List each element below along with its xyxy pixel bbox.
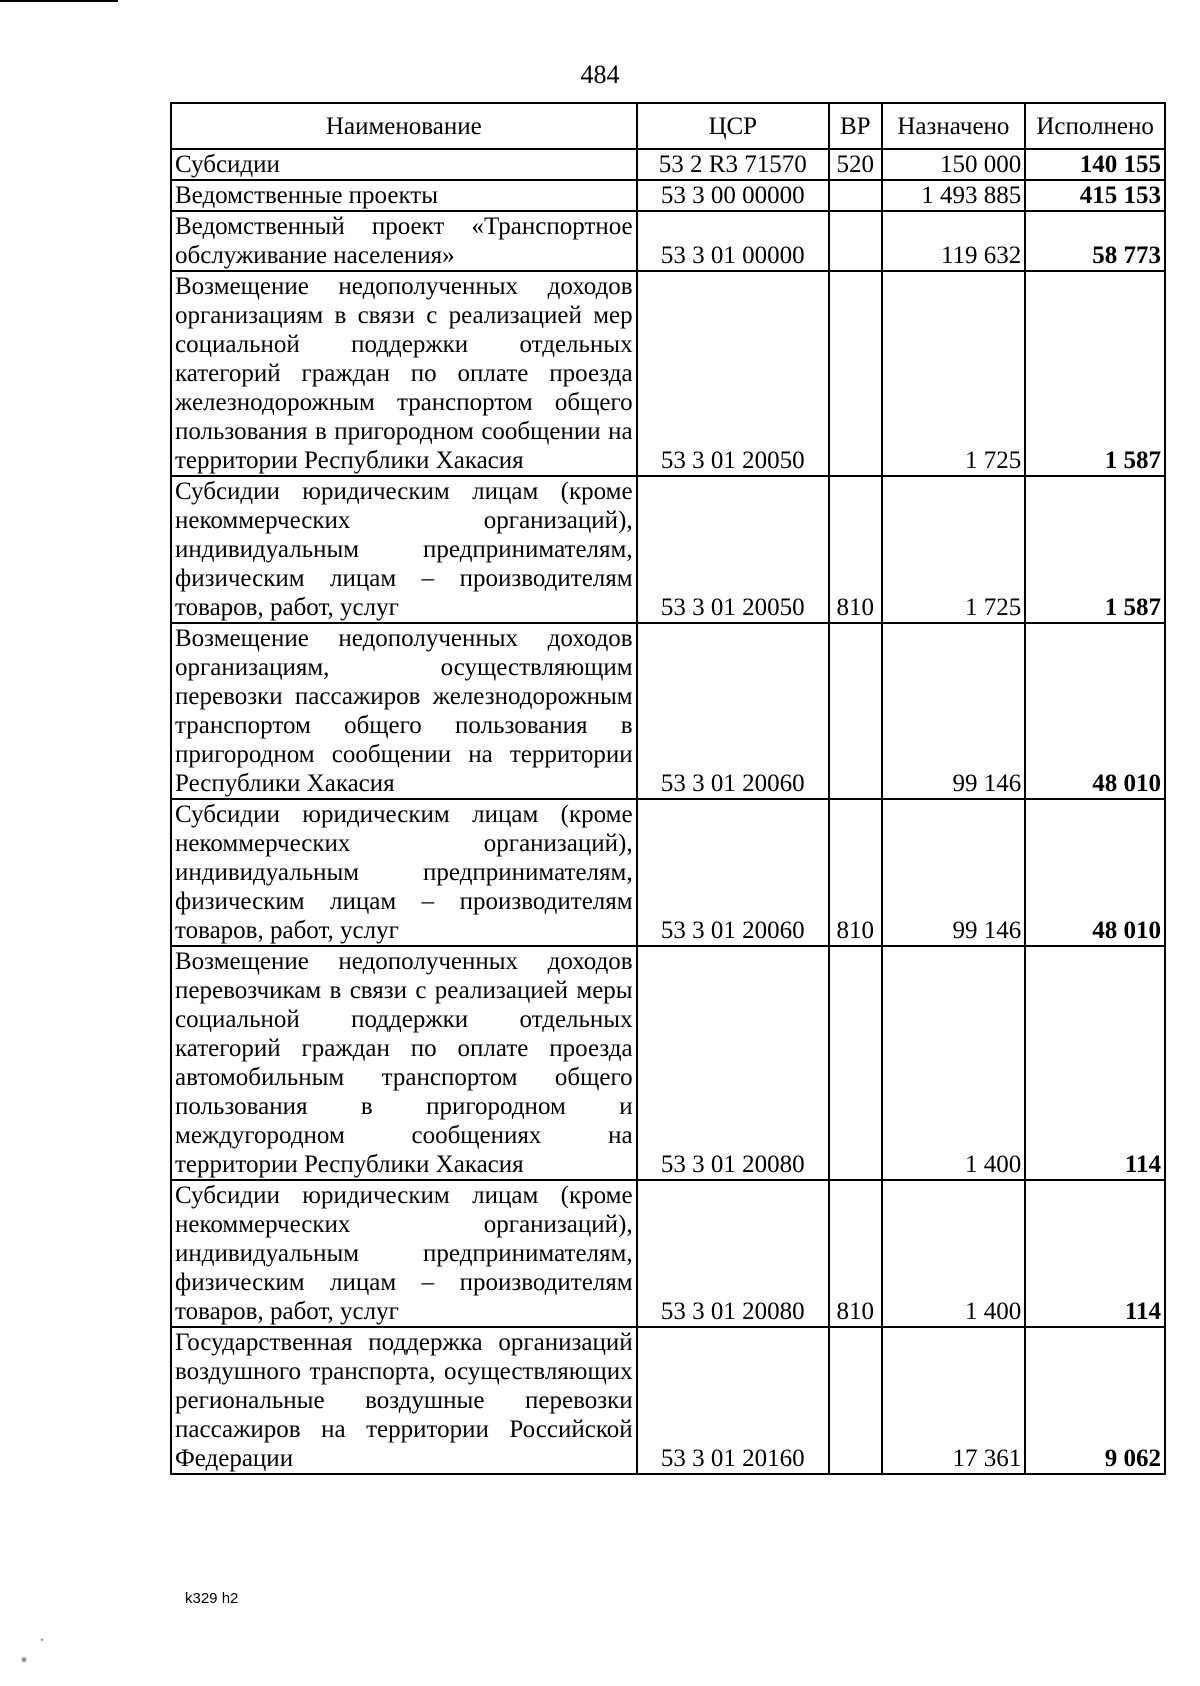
table-row bbox=[171, 211, 1165, 271]
cell-csr: 53 3 01 00000 bbox=[637, 211, 829, 271]
table-row bbox=[171, 1180, 1165, 1327]
cell-vr bbox=[829, 271, 882, 476]
cell-plan: 1 400 bbox=[882, 946, 1026, 1180]
cell-name: Субсидии юридическим лицам (кроме некоммерческих организаций), индивидуальным предпринимателям, физическим лицам – производителям товаров, работ, услуг bbox=[171, 799, 637, 946]
cell-done: 140 155 bbox=[1025, 149, 1165, 180]
header-done: Исполнено bbox=[1025, 103, 1165, 149]
cell-csr: 53 3 01 20080 bbox=[637, 946, 829, 1180]
cell-csr: 53 3 01 20160 bbox=[637, 1327, 829, 1474]
cell-plan: 17 361 bbox=[882, 1327, 1026, 1474]
cell-vr: 810 bbox=[829, 799, 882, 946]
cell-name: Возмещение недополученных доходов организациям в связи с реализацией мер социальной поддержки отдельных категорий граждан по оплате проезда железнодорожным транспортом общего пользования в пригородном сообщении на территории Республики Хакасия bbox=[171, 271, 637, 476]
cell-csr: 53 3 01 20080 bbox=[637, 1180, 829, 1327]
cell-csr: 53 3 01 20060 bbox=[637, 623, 829, 799]
cell-plan: 1 400 bbox=[882, 1180, 1026, 1327]
cell-vr bbox=[829, 211, 882, 271]
budget-table bbox=[170, 102, 1166, 1475]
cell-plan: 119 632 bbox=[882, 211, 1026, 271]
header-plan: Назначено bbox=[882, 103, 1026, 149]
table-row bbox=[171, 180, 1165, 211]
cell-csr: 53 3 01 20060 bbox=[637, 799, 829, 946]
table-row bbox=[171, 1327, 1165, 1474]
table-header-row bbox=[171, 103, 1165, 149]
table-row bbox=[171, 623, 1165, 799]
cell-csr: 53 3 00 00000 bbox=[637, 180, 829, 211]
cell-plan: 150 000 bbox=[882, 149, 1026, 180]
top-rule bbox=[0, 0, 118, 2]
cell-csr: 53 3 01 20050 bbox=[637, 476, 829, 623]
cell-name: Ведомственный проект «Транспортное обслуживание населения» bbox=[171, 211, 637, 271]
cell-done: 1 587 bbox=[1025, 476, 1165, 623]
cell-vr: 520 bbox=[829, 149, 882, 180]
footer-code: k329 h2 bbox=[185, 1590, 239, 1607]
cell-done: 114 bbox=[1025, 946, 1165, 1180]
header-csr: ЦСР bbox=[637, 103, 829, 149]
cell-plan: 1 725 bbox=[882, 476, 1026, 623]
cell-name: Субсидии bbox=[171, 149, 637, 180]
cell-plan: 99 146 bbox=[882, 623, 1026, 799]
cell-name: Ведомственные проекты bbox=[171, 180, 637, 211]
table-row bbox=[171, 946, 1165, 1180]
cell-csr: 53 2 R3 71570 bbox=[637, 149, 829, 180]
cell-name: Субсидии юридическим лицам (кроме некоммерческих организаций), индивидуальным предпринимателям, физическим лицам – производителям товаров, работ, услуг bbox=[171, 476, 637, 623]
cell-name: Субсидии юридическим лицам (кроме некоммерческих организаций), индивидуальным предпринимателям, физическим лицам – производителям товаров, работ, услуг bbox=[171, 1180, 637, 1327]
cell-name: Возмещение недополученных доходов организациям, осуществляющим перевозки пассажиров железнодорожным транспортом общего пользования в пригородном сообщении на территории Республики Хакасия bbox=[171, 623, 637, 799]
header-vr: ВР bbox=[829, 103, 882, 149]
cell-csr: 53 3 01 20050 bbox=[637, 271, 829, 476]
table-row bbox=[171, 271, 1165, 476]
cell-vr bbox=[829, 1327, 882, 1474]
page-number: 484 bbox=[580, 60, 620, 89]
cell-done: 114 bbox=[1025, 1180, 1165, 1327]
cell-vr bbox=[829, 180, 882, 211]
cell-done: 48 010 bbox=[1025, 799, 1165, 946]
table-body bbox=[171, 149, 1165, 1474]
cell-name: Государственная поддержка организаций воздушного транспорта, осуществляющих региональные воздушные перевозки пассажиров на территории Российской Федерации bbox=[171, 1327, 637, 1474]
cell-done: 415 153 bbox=[1025, 180, 1165, 211]
cell-plan: 1 725 bbox=[882, 271, 1026, 476]
cell-done: 9 062 bbox=[1025, 1327, 1165, 1474]
scan-artifact bbox=[0, 1620, 60, 1686]
cell-plan: 99 146 bbox=[882, 799, 1026, 946]
cell-name: Возмещение недополученных доходов перевозчикам в связи с реализацией меры социальной поддержки отдельных категорий граждан по оплате проезда автомобильным транспортом общего пользования в пригородном и междугородном сообщениях на территории Республики Хакасия bbox=[171, 946, 637, 1180]
table-row bbox=[171, 149, 1165, 180]
cell-done: 1 587 bbox=[1025, 271, 1165, 476]
cell-vr bbox=[829, 946, 882, 1180]
table-row bbox=[171, 476, 1165, 623]
header-name: Наименование bbox=[171, 103, 637, 149]
cell-vr: 810 bbox=[829, 1180, 882, 1327]
cell-done: 48 010 bbox=[1025, 623, 1165, 799]
cell-vr bbox=[829, 623, 882, 799]
cell-done: 58 773 bbox=[1025, 211, 1165, 271]
cell-plan: 1 493 885 bbox=[882, 180, 1026, 211]
table-row bbox=[171, 799, 1165, 946]
cell-vr: 810 bbox=[829, 476, 882, 623]
